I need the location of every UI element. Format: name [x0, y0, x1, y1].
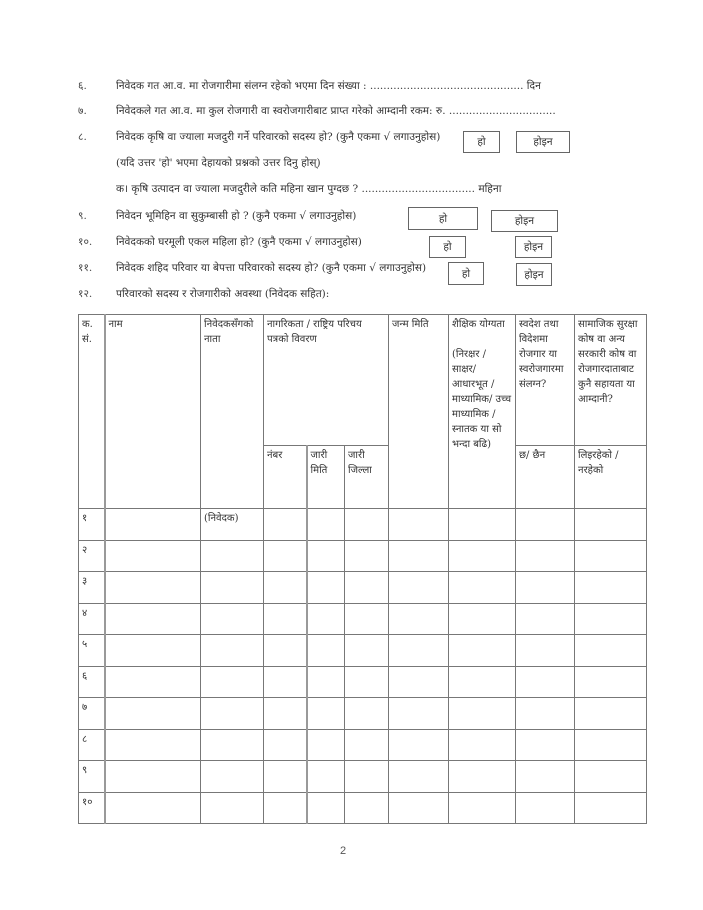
cell-name[interactable]: [105, 603, 201, 635]
cell-employment[interactable]: [516, 761, 575, 793]
cell-dob[interactable]: [389, 666, 449, 698]
cell-social[interactable]: [575, 509, 647, 541]
cell-education[interactable]: [449, 729, 516, 761]
cell-social[interactable]: [575, 572, 647, 604]
cell-cit-number[interactable]: [264, 540, 307, 572]
header-social-sub: लिइरहेको / नरहेको: [575, 446, 647, 509]
cell-cit-district[interactable]: [345, 729, 389, 761]
cell-cit-date[interactable]: [307, 509, 345, 541]
cell-employment[interactable]: [516, 698, 575, 730]
table-row: [79, 509, 647, 541]
cell-cit-date[interactable]: [307, 603, 345, 635]
cell-cit-date[interactable]: [307, 572, 345, 604]
cell-cit-date[interactable]: [307, 540, 345, 572]
question-6-suffix: दिन: [526, 80, 541, 92]
cell-education[interactable]: [449, 509, 516, 541]
cell-cit-district[interactable]: [345, 792, 389, 824]
cell-cit-district[interactable]: [345, 603, 389, 635]
header-citizenship-number: नंबर: [264, 446, 307, 509]
cell-social[interactable]: [575, 666, 647, 698]
header-social: सामाजिक सुरक्षा कोष वा अन्य सरकारी कोष वा रोजगारदाताबाट कुनै सहायता या आम्दानी?: [575, 315, 647, 446]
cell-relation[interactable]: [201, 540, 264, 572]
table-row: [79, 761, 647, 793]
question-9-yes-box[interactable]: हो: [408, 207, 478, 230]
cell-dob[interactable]: [389, 792, 449, 824]
cell-cit-number[interactable]: [264, 509, 307, 541]
cell-name[interactable]: [105, 761, 201, 793]
cell-dob[interactable]: [389, 729, 449, 761]
table-row: [79, 666, 647, 698]
cell-name[interactable]: [105, 572, 201, 604]
question-8-number: ८.: [78, 131, 87, 143]
cell-sn: १०: [79, 792, 105, 824]
cell-name[interactable]: [105, 540, 201, 572]
cell-cit-number[interactable]: [264, 635, 307, 667]
cell-sn: ५: [79, 635, 105, 667]
table-row: [79, 729, 647, 761]
question-8-sub-blank[interactable]: ..................................: [361, 183, 475, 195]
table-row: [79, 572, 647, 604]
header-serial: क. सं.: [79, 315, 105, 509]
cell-employment[interactable]: [516, 603, 575, 635]
cell-social[interactable]: [575, 792, 647, 824]
question-11-no-box[interactable]: होइन: [516, 263, 552, 286]
cell-dob[interactable]: [389, 635, 449, 667]
question-10-text: निवेदकको घरमूली एकल महिला हो? (कुनै एकमा √ लगाउनुहोस): [116, 236, 362, 248]
question-8-note: (यदि उत्तर 'हो' भएमा देहायको प्रश्नको उत्तर दिनु होस्): [116, 157, 321, 169]
question-7: [116, 104, 556, 118]
cell-dob[interactable]: [389, 509, 449, 541]
header-employment-sub: छ/ छैन: [516, 446, 575, 509]
question-9-text: निवेदन भूमिहिन वा सुकुम्बासी हो ? (कुनै एकमा √ लगाउनुहोस): [116, 210, 357, 222]
cell-social[interactable]: [575, 698, 647, 730]
cell-name[interactable]: [105, 635, 201, 667]
header-education-title: शैक्षिक योग्यता: [452, 319, 505, 330]
cell-cit-district[interactable]: [345, 509, 389, 541]
cell-employment[interactable]: [516, 792, 575, 824]
question-7-blank[interactable]: ................................: [448, 105, 556, 117]
cell-dob[interactable]: [389, 603, 449, 635]
header-relation: निवेदकसँगको नाता: [201, 315, 264, 509]
cell-cit-number[interactable]: [264, 572, 307, 604]
cell-cit-number[interactable]: [264, 698, 307, 730]
cell-cit-number[interactable]: [264, 729, 307, 761]
cell-employment[interactable]: [516, 572, 575, 604]
cell-name[interactable]: [105, 666, 201, 698]
header-education: [449, 315, 516, 509]
table-row: [79, 792, 647, 824]
cell-social[interactable]: [575, 635, 647, 667]
cell-relation[interactable]: [201, 572, 264, 604]
question-8-sub-suffix: महिना: [478, 183, 502, 195]
header-citizenship-issue-district: जारी जिल्ला: [345, 446, 389, 509]
cell-cit-number[interactable]: [264, 792, 307, 824]
header-education-detail: (निरक्षर / साक्षर/ आधारभूत / माध्यामिक/ उच्च माध्यामिक / स्नातक या सो भन्दा बढि): [452, 349, 512, 450]
cell-employment[interactable]: [516, 540, 575, 572]
cell-education[interactable]: [449, 698, 516, 730]
question-8-yes-box[interactable]: हो: [463, 131, 500, 153]
cell-education[interactable]: [449, 792, 516, 824]
question-12-number: १२.: [78, 288, 93, 300]
cell-cit-district[interactable]: [345, 540, 389, 572]
cell-sn: ७: [79, 698, 105, 730]
question-9-number: ९.: [78, 210, 87, 222]
cell-education[interactable]: [449, 666, 516, 698]
question-6-text: निवेदक गत आ.व. मा रोजगारीमा संलग्न रहेको भएमा दिन संख्या :: [116, 80, 367, 92]
cell-education[interactable]: [449, 761, 516, 793]
question-8-sub: [116, 182, 501, 196]
cell-social[interactable]: [575, 729, 647, 761]
question-11-text: निवेदक शहिद परिवार या बेपत्ता परिवारको सदस्य हो? (कुनै एकमा √ लगाउनुहोस): [116, 262, 427, 274]
table-row: [79, 635, 647, 667]
cell-cit-date[interactable]: [307, 666, 345, 698]
cell-relation[interactable]: [201, 603, 264, 635]
cell-name[interactable]: [105, 698, 201, 730]
cell-dob[interactable]: [389, 698, 449, 730]
header-citizenship-issue-date: जारी मिति: [307, 446, 345, 509]
cell-cit-date[interactable]: [307, 698, 345, 730]
cell-relation[interactable]: (निवेदक): [201, 509, 264, 541]
cell-cit-date[interactable]: [307, 729, 345, 761]
question-11-yes-box[interactable]: हो: [448, 262, 484, 285]
cell-sn: ६: [79, 666, 105, 698]
question-8-sub-text: क। कृषि उत्पादन वा ज्याला मजदुरीले कति महिना खान पुग्दछ ?: [116, 183, 359, 195]
question-8-text: निवेदक कृषि वा ज्याला मजदुरी गर्ने परिवारको सदस्य हो? (कुनै एकमा √ लगाउनुहोस): [116, 131, 441, 143]
cell-sn: २: [79, 540, 105, 572]
cell-education[interactable]: [449, 635, 516, 667]
cell-cit-date[interactable]: [307, 761, 345, 793]
cell-relation[interactable]: [201, 729, 264, 761]
cell-education[interactable]: [449, 603, 516, 635]
cell-cit-district[interactable]: [345, 761, 389, 793]
question-6-number: ६.: [78, 80, 87, 92]
question-7-number: ७.: [78, 105, 87, 117]
cell-cit-date[interactable]: [307, 635, 345, 667]
question-10-yes-box[interactable]: हो: [429, 236, 466, 258]
cell-employment[interactable]: [516, 666, 575, 698]
cell-sn: ३: [79, 572, 105, 604]
family-members-table: [78, 314, 647, 824]
cell-employment[interactable]: [516, 509, 575, 541]
cell-relation[interactable]: [201, 761, 264, 793]
question-9-no-box[interactable]: होइन: [491, 210, 558, 232]
page-number: 2: [340, 845, 347, 857]
header-name: नाम: [105, 315, 201, 509]
question-12-text: परिवारको सदस्य र रोजगारीको अवस्था (निवेदक सहित):: [116, 288, 330, 300]
cell-sn: ८: [79, 729, 105, 761]
table-row: [79, 540, 647, 572]
header-citizenship: नागरिकता / राष्ट्रिय परिचय पत्रको विवरण: [264, 315, 389, 446]
cell-cit-district[interactable]: [345, 666, 389, 698]
cell-relation[interactable]: [201, 666, 264, 698]
cell-dob[interactable]: [389, 540, 449, 572]
question-10-no-box[interactable]: होइन: [515, 236, 552, 258]
cell-dob[interactable]: [389, 572, 449, 604]
cell-sn: ९: [79, 761, 105, 793]
cell-relation[interactable]: [201, 792, 264, 824]
cell-social[interactable]: [575, 603, 647, 635]
cell-relation[interactable]: [201, 635, 264, 667]
cell-cit-date[interactable]: [307, 792, 345, 824]
cell-cit-number[interactable]: [264, 603, 307, 635]
cell-employment[interactable]: [516, 635, 575, 667]
cell-cit-district[interactable]: [345, 572, 389, 604]
table-row: [79, 698, 647, 730]
cell-dob[interactable]: [389, 761, 449, 793]
cell-social[interactable]: [575, 540, 647, 572]
cell-education[interactable]: [449, 572, 516, 604]
cell-social[interactable]: [575, 761, 647, 793]
header-employment: स्वदेश तथा विदेशमा रोजगार या स्वरोजगारमा संलग्न?: [516, 315, 575, 446]
question-7-text: निवेदकले गत आ.व. मा कुल रोजगारी वा स्वरोजगारीबाट प्राप्त गरेको आम्दानी रकम: रु.: [116, 105, 446, 117]
header-dob: जन्म मिति: [389, 315, 449, 509]
cell-sn: ४: [79, 603, 105, 635]
question-6-blank[interactable]: ..............................................: [369, 80, 524, 92]
question-6: [116, 79, 541, 93]
cell-name[interactable]: [105, 792, 201, 824]
cell-education[interactable]: [449, 540, 516, 572]
question-10-number: १०.: [78, 236, 93, 248]
cell-cit-number[interactable]: [264, 761, 307, 793]
cell-cit-number[interactable]: [264, 666, 307, 698]
cell-employment[interactable]: [516, 729, 575, 761]
cell-cit-district[interactable]: [345, 635, 389, 667]
cell-sn: १: [79, 509, 105, 541]
cell-name[interactable]: [105, 509, 201, 541]
question-11-number: ११.: [78, 262, 93, 274]
cell-name[interactable]: [105, 729, 201, 761]
cell-cit-district[interactable]: [345, 698, 389, 730]
question-8-no-box[interactable]: होइन: [516, 131, 570, 153]
cell-relation[interactable]: [201, 698, 264, 730]
table-row: [79, 603, 647, 635]
